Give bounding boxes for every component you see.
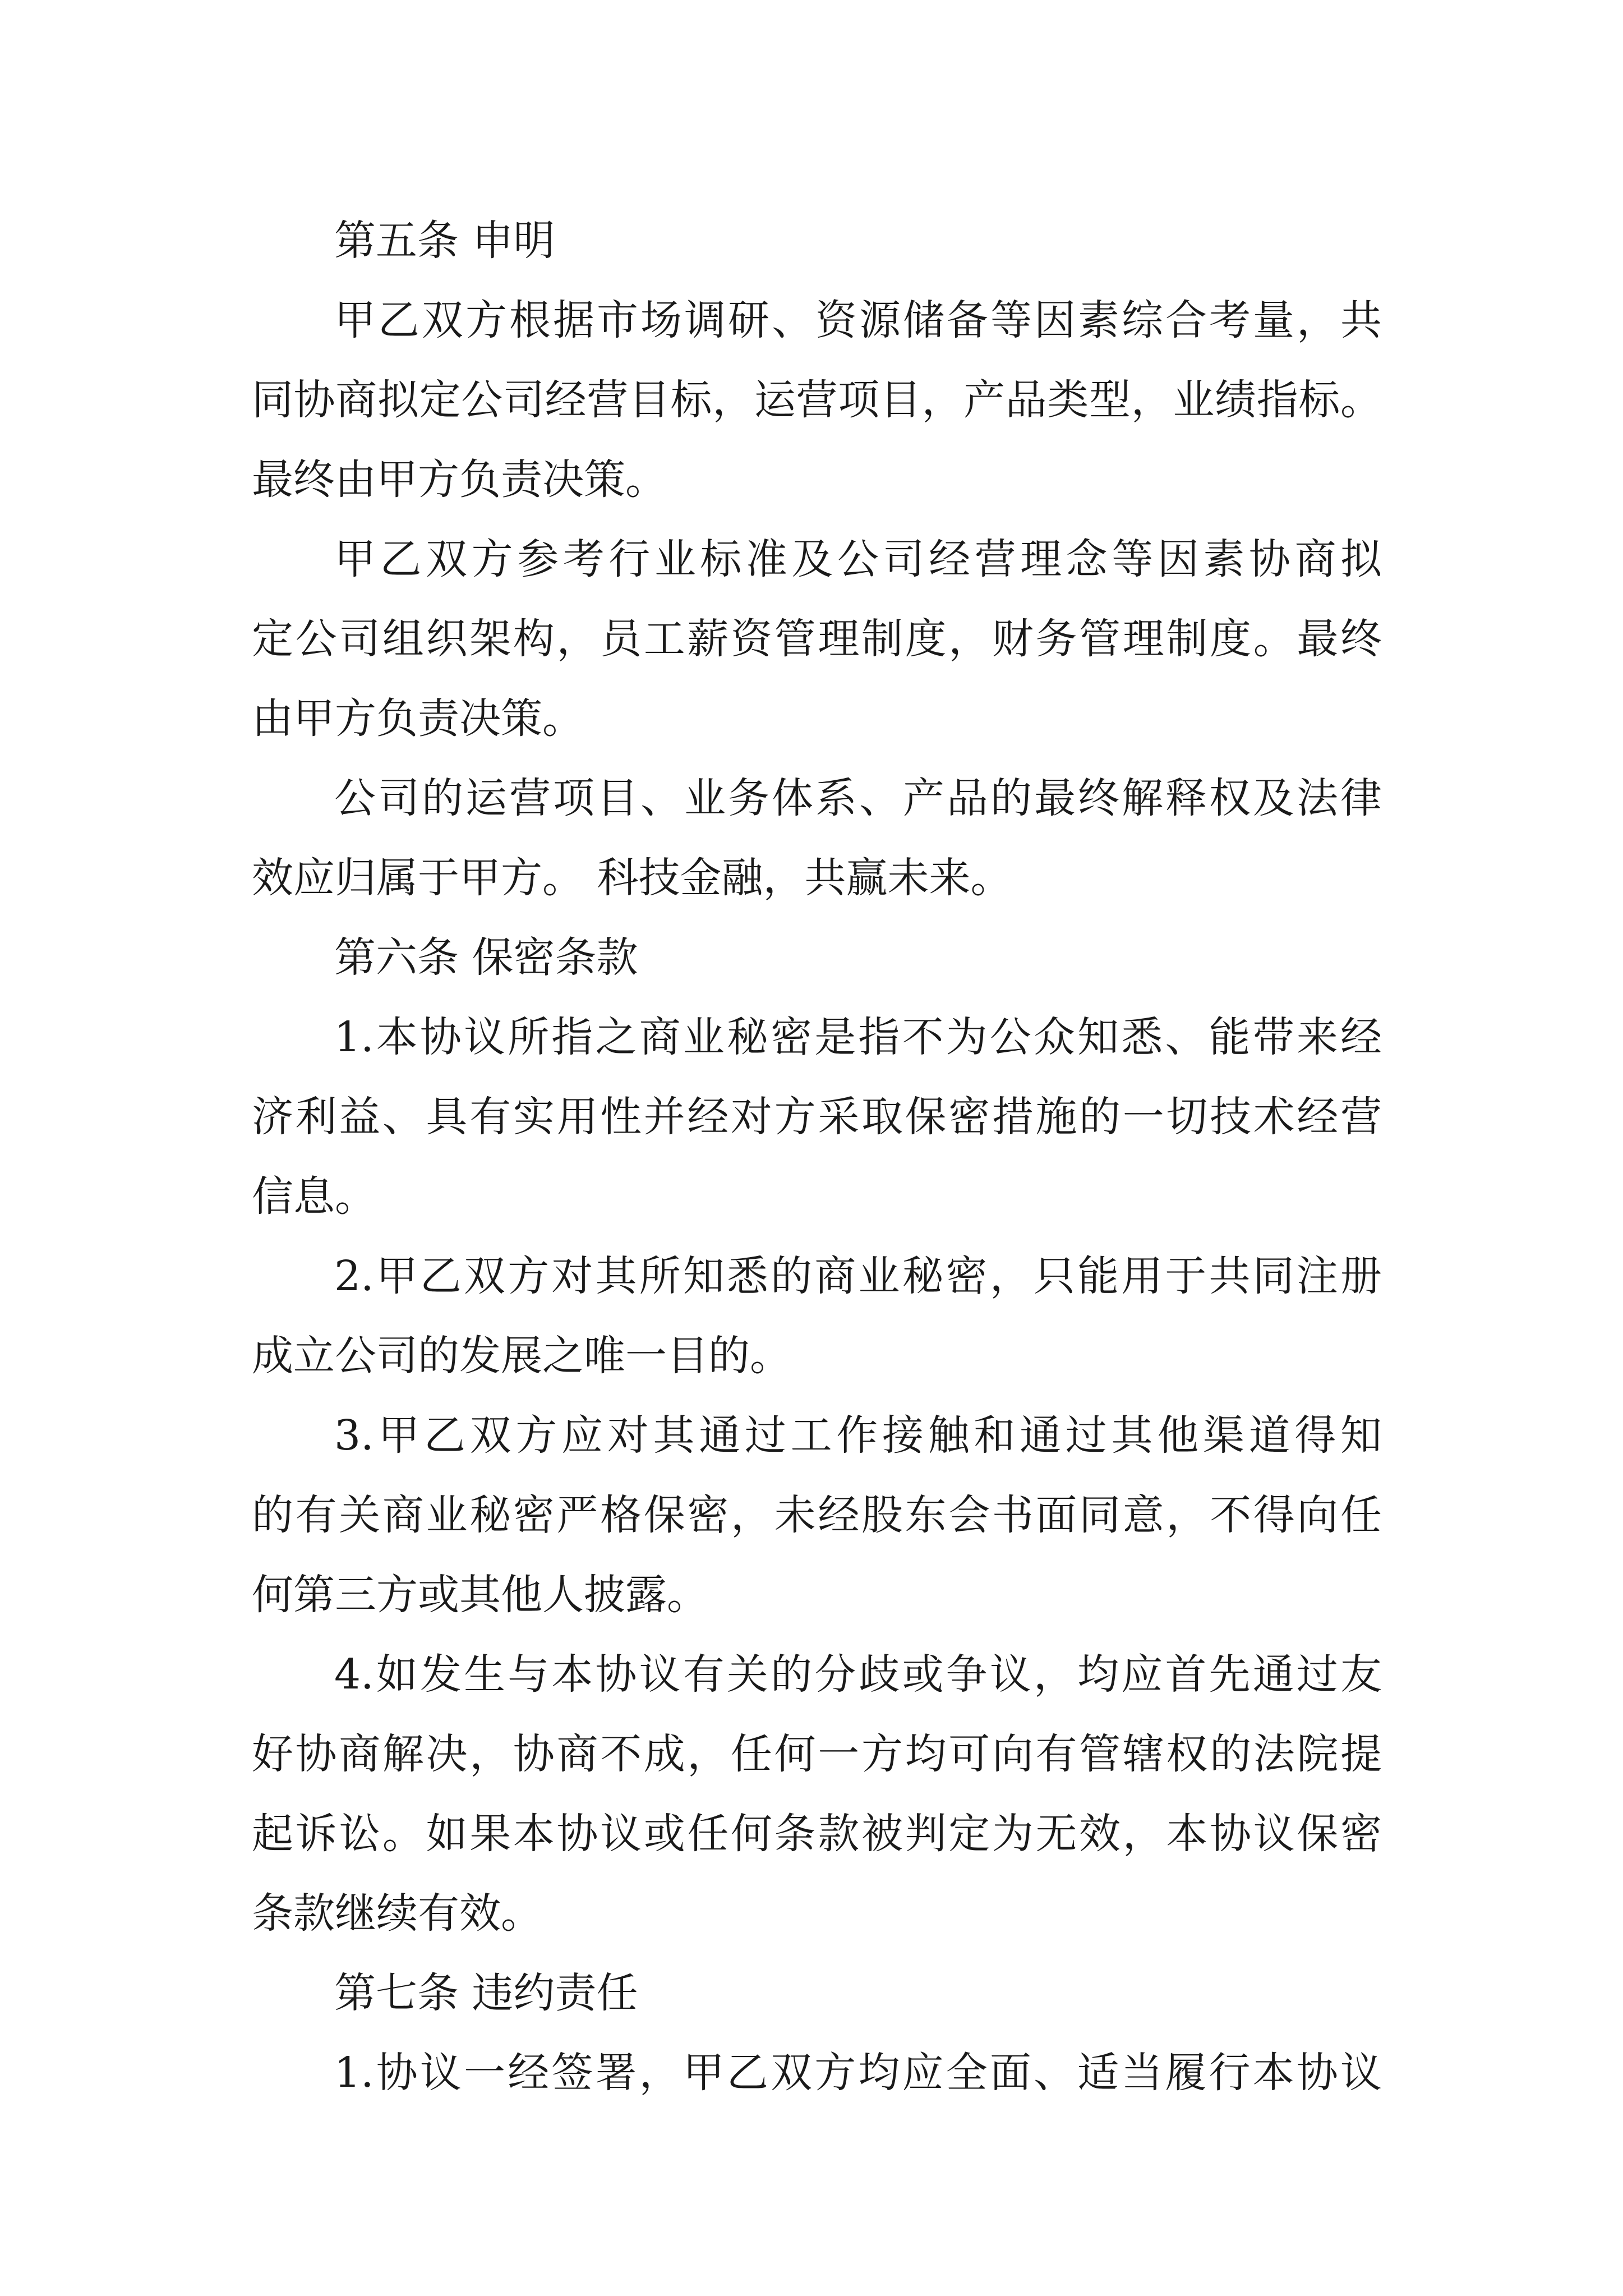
paragraph-line: 条款继续有效。: [252, 1889, 542, 1938]
paragraph-line: 甲乙双方根据市场调研、资源储备等因素综合考量，共: [334, 296, 1382, 344]
paragraph-line: 3.甲乙双方应对其通过工作接触和通过其他渠道得知: [334, 1411, 1382, 1460]
paragraph-line: 公司的运营项目、业务体系、产品的最终解释权及法律: [334, 774, 1382, 822]
paragraph-line: 好协商解决，协商不成，任何一方均可向有管辖权的法院提: [252, 1730, 1382, 1778]
heading-article-5: 第五条 申明: [334, 217, 555, 265]
paragraph-line: 信息。: [252, 1172, 376, 1221]
paragraph-line: 定公司组织架构，员工薪资管理制度，财务管理制度。最终: [252, 615, 1382, 663]
paragraph-line: 1.本协议所指之商业秘密是指不为公众知悉、能带来经: [334, 1013, 1382, 1061]
paragraph-line: 由甲方负责决策。: [252, 694, 584, 743]
heading-article-7: 第七条 违约责任: [334, 1969, 638, 2017]
paragraph-line: 起诉讼。如果本协议或任何条款被判定为无效，本协议保密: [252, 1810, 1382, 1858]
paragraph-line: 成立公司的发展之唯一目的。: [252, 1332, 791, 1380]
paragraph-line: 济利益、具有实用性并经对方采取保密措施的一切技术经营: [252, 1093, 1382, 1141]
paragraph-line: 何第三方或其他人披露。: [252, 1571, 708, 1619]
paragraph-line: 最终由甲方负责决策。: [252, 455, 667, 504]
paragraph-line: 甲乙双方参考行业标准及公司经营理念等因素协商拟: [334, 535, 1382, 583]
paragraph-line: 4.如发生与本协议有关的分歧或争议，均应首先通过友: [334, 1650, 1382, 1699]
paragraph-line: 1.协议一经签署，甲乙双方均应全面、适当履行本协议: [334, 2049, 1382, 2097]
paragraph-line: 同协商拟定公司经营目标，运营项目，产品类型，业绩指标。: [252, 376, 1382, 424]
paragraph-line: 的有关商业秘密严格保密，未经股东会书面同意，不得向任: [252, 1491, 1382, 1539]
paragraph-line: 效应归属于甲方。 科技金融，共赢未来。: [252, 854, 1012, 902]
heading-article-6: 第六条 保密条款: [334, 933, 638, 982]
paragraph-line: 2.甲乙双方对其所知悉的商业秘密，只能用于共同注册: [334, 1252, 1382, 1300]
